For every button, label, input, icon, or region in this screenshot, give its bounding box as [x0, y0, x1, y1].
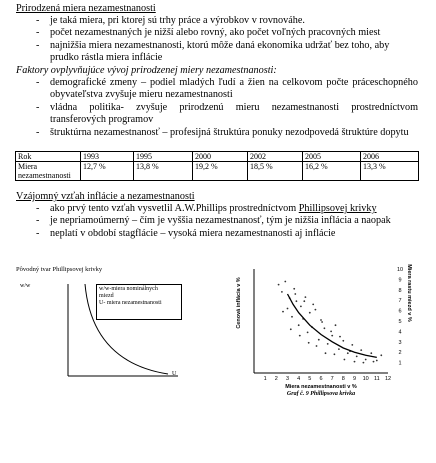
chart-point [327, 343, 329, 345]
chart-point [305, 296, 307, 298]
table-header-cell: 2000 [193, 152, 248, 162]
chart-y-tick-label: 10 [396, 267, 404, 273]
chart-point [363, 362, 365, 364]
chart-point [376, 360, 378, 362]
chart-point [334, 353, 336, 355]
section-title-inflation-unemployment: Vzájomný vzťah inflácie a nezamestnanosti [16, 191, 195, 202]
table-header-cell: Rok [16, 152, 81, 162]
table-header-cell: 2005 [303, 152, 361, 162]
chart-x-tick-label: 5 [308, 376, 312, 382]
list-item [36, 203, 418, 215]
chart-x-tick-label: 10 [362, 376, 369, 382]
legend-line: w/w-miera nominálnych [99, 286, 158, 292]
chart-point [291, 316, 293, 318]
table-cell: 13,3 % [361, 162, 419, 181]
table-header-cell: 1995 [134, 152, 193, 162]
chart-point [278, 284, 280, 286]
table-cell: 19,2 % [193, 162, 248, 181]
table-cell: 18,5 % [248, 162, 303, 181]
chart-point [351, 344, 353, 346]
chart-x-tick-label: 11 [373, 376, 380, 382]
chart-y-tick-label: 3 [398, 339, 402, 346]
chart-y-tick-label: 8 [398, 287, 402, 294]
chart-point [294, 293, 296, 295]
chart-x-axis-label: Miera nezamestnanosti v % [285, 384, 357, 390]
section-title-factors: Faktory ovplyvňujúce vývoj prirodzenej miery nezamestnanosti: [16, 65, 277, 76]
chart-x-tick-label: 3 [285, 376, 290, 382]
chart-x-tick-label: 4 [297, 376, 301, 382]
figure-left-legend [96, 284, 182, 320]
chart-point [290, 328, 292, 330]
chart-x-ticks [264, 376, 391, 382]
chart-curve [288, 294, 377, 357]
legend-line: U- miera nezamestnanosti [99, 300, 162, 306]
phillips-curve-chart [228, 263, 416, 396]
chart-point [296, 300, 298, 302]
chart-point [312, 304, 314, 306]
chart-point [325, 352, 327, 354]
table-row-label: Miera nezamestnanosti [16, 162, 81, 181]
chart-point [284, 281, 286, 283]
chart-right-axis-label: Miera rastu miezd v % [406, 264, 412, 322]
chart-y-tick-label: 4 [398, 329, 402, 336]
chart-x-tick-label: 8 [341, 376, 345, 382]
chart-y-tick-label: 6 [398, 308, 402, 315]
chart-point [370, 352, 372, 354]
chart-y-tick-label: 2 [398, 350, 402, 357]
chart-point [316, 345, 318, 347]
chart-point [356, 356, 358, 358]
chart-point [307, 332, 309, 334]
legend-line: miezd [99, 293, 114, 299]
section-title-natural-unemployment: Prirodzená miera nezamestnanosti [16, 3, 156, 14]
list-item: - je taká miera, pri ktorej sú trhy práce a výrobkov v rovnováhe. [36, 15, 418, 27]
chart-x-tick-label: 9 [352, 376, 357, 382]
chart-point [339, 336, 341, 338]
phillips-curve-link[interactable]: Phillipsovej krivky [298, 203, 377, 214]
chart-x-tick-label: 6 [319, 376, 323, 382]
chart-points-group [278, 281, 383, 364]
list-item: - najnižšia miera nezamestnanosti, ktorú môže daná ekonomika udržať bez toho, aby prudko rástla miera inflácie [36, 40, 418, 65]
chart-point [380, 354, 382, 356]
table-row [16, 152, 419, 162]
figure-left-y-axis-label: w/w [20, 283, 31, 289]
chart-point [293, 288, 295, 290]
chart-point [342, 340, 344, 342]
unemployment-table [15, 151, 419, 181]
list-item: - vládna politika- zvyšuje prirodzenú mieru nezamestnanosti prostredníctvom transferových programov [36, 102, 418, 127]
chart-y-tick-label: 1 [398, 360, 402, 367]
chart-point [338, 348, 340, 350]
chart-point [298, 324, 300, 326]
chart-point [300, 306, 302, 308]
list-item: - neplatí v období stagflácie – vysoká miera nezamestnanosti aj inflácie [36, 228, 418, 240]
chart-point [354, 361, 356, 363]
chart-point [320, 319, 322, 321]
chart-point [309, 312, 311, 314]
chart-point [347, 352, 349, 354]
chart-x-tick-label: 7 [330, 376, 334, 382]
list-item: - počet nezamestnaných je nižší alebo rovný, ako počet voľných pracovných miest [36, 27, 418, 39]
chart-point [318, 339, 320, 341]
figure-left-x-axis-label: U [172, 371, 177, 377]
chart-point [331, 335, 333, 337]
chart-point [324, 327, 326, 329]
list-item-text: ako prvý tento vzťah vysvetlil A.W.Phillips prostredníctvom [50, 203, 299, 214]
table-header-cell: 2002 [248, 152, 303, 162]
chart-point [330, 331, 332, 333]
chart-point [321, 321, 323, 323]
factors-list [36, 77, 418, 139]
chart-y-ticks [397, 267, 403, 367]
chart-point [365, 359, 367, 361]
list-item: - štruktúrna nezamestnanosť – profesijná štruktúra ponuky nezodpovedá štruktúre dopytu [36, 127, 418, 139]
table-cell: 13,8 % [134, 162, 193, 181]
table-cell: 12,7 % [81, 162, 134, 181]
chart-point [373, 361, 375, 363]
chart-x-tick-label: 12 [384, 376, 392, 382]
chart-x-tick-label: 1 [263, 376, 267, 382]
chart-point [282, 311, 284, 313]
table-header-cell: 1993 [81, 152, 134, 162]
chart-point [308, 342, 310, 344]
list-item: - je nepriamoúmerný – čím je vyššia nezamestnanosť, tým je nižšia inflácia a naopak [36, 215, 418, 227]
chart-x-tick-label: 2 [274, 376, 278, 382]
chart-point [303, 300, 305, 302]
chart-y-tick-label: 7 [398, 298, 402, 305]
table-row [16, 162, 419, 181]
list-item: - demografické zmeny – podiel mladých ľudí a žien na celkovom počte práceschopného obyvateľstva zvyšuje mieru nezamestnanosti [36, 77, 418, 102]
chart-y-tick-label: 5 [398, 319, 402, 325]
chart-point [281, 291, 283, 293]
chart-caption: Graf č. 9 Phillipsova krivka [286, 391, 356, 396]
chart-point [315, 309, 317, 311]
table-header-cell: 2006 [361, 152, 419, 162]
chart-point [335, 324, 337, 326]
figure-left-title: Pôvodný tvar Phillipsovej krivky [16, 266, 103, 273]
chart-point [344, 359, 346, 361]
relationship-list [36, 203, 418, 240]
chart-point [287, 308, 289, 310]
chart-y-axis-label: Cenová inflácia v % [236, 277, 242, 329]
chart-point [360, 349, 362, 351]
natural-unemployment-list [36, 15, 418, 65]
chart-y-tick-label: 9 [398, 277, 402, 284]
chart-point [299, 335, 301, 337]
table-cell: 16,2 % [303, 162, 361, 181]
